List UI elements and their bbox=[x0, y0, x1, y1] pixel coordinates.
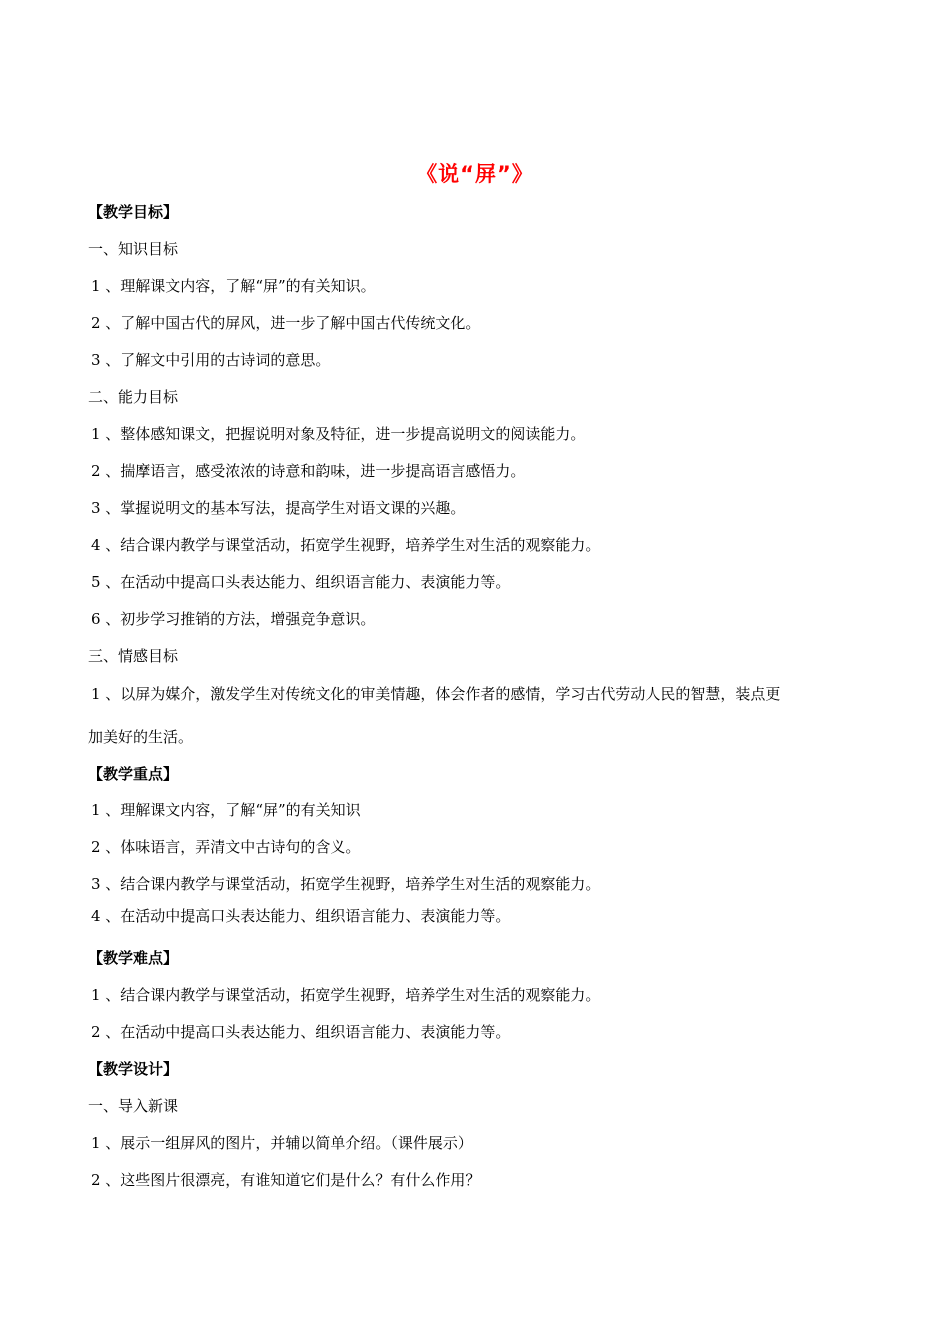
list-item: 1 、展示一组屏风的图片，并辅以简单介绍。（课件展示） bbox=[91, 1134, 473, 1152]
subheading-intro: 一、导入新课 bbox=[88, 1097, 179, 1115]
subheading-ability: 二、能力目标 bbox=[88, 388, 179, 406]
section-heading-difficulties: 【教学难点】 bbox=[88, 949, 179, 967]
subheading-emotion: 三、情感目标 bbox=[88, 647, 179, 665]
document-title: 《说“屏”》 bbox=[416, 162, 534, 186]
list-item: 1 、结合课内教学与课堂活动，拓宽学生视野，培养学生对生活的观察能力。 bbox=[91, 986, 601, 1004]
list-item: 3 、了解文中引用的古诗词的意思。 bbox=[91, 351, 331, 369]
list-item: 1 、理解课文内容，了解“屏”的有关知识。 bbox=[91, 277, 376, 295]
section-heading-key-points: 【教学重点】 bbox=[88, 765, 179, 783]
section-heading-objectives: 【教学目标】 bbox=[88, 203, 179, 221]
list-item: 5 、在活动中提高口头表达能力、组织语言能力、表演能力等。 bbox=[91, 573, 511, 591]
list-item: 4 、结合课内教学与课堂活动，拓宽学生视野，培养学生对生活的观察能力。 bbox=[91, 536, 601, 554]
list-item: 3 、结合课内教学与课堂活动，拓宽学生视野，培养学生对生活的观察能力。 bbox=[91, 875, 601, 893]
subheading-knowledge: 一、知识目标 bbox=[88, 240, 179, 258]
list-item: 6 、初步学习推销的方法，增强竞争意识。 bbox=[91, 610, 376, 628]
list-item: 2 、这些图片很漂亮，有谁知道它们是什么？有什么作用？ bbox=[91, 1171, 481, 1189]
list-item: 1 、整体感知课文，把握说明对象及特征，进一步提高说明文的阅读能力。 bbox=[91, 425, 586, 443]
list-item: 1 、以屏为媒介，激发学生对传统文化的审美情趣，体会作者的感情，学习古代劳动人民的智慧，装点更 bbox=[91, 685, 781, 703]
list-item: 2 、在活动中提高口头表达能力、组织语言能力、表演能力等。 bbox=[91, 1023, 511, 1041]
list-item-continuation: 加美好的生活。 bbox=[88, 728, 194, 746]
list-item: 2 、了解中国古代的屏风，进一步了解中国古代传统文化。 bbox=[91, 314, 481, 332]
list-item: 3 、掌握说明文的基本写法，提高学生对语文课的兴趣。 bbox=[91, 499, 466, 517]
list-item: 4 、在活动中提高口头表达能力、组织语言能力、表演能力等。 bbox=[91, 907, 511, 925]
list-item: 1 、理解课文内容，了解“屏”的有关知识 bbox=[91, 801, 361, 819]
list-item: 2 、体味语言，弄清文中古诗句的含义。 bbox=[91, 838, 361, 856]
list-item: 2 、揣摩语言，感受浓浓的诗意和韵味，进一步提高语言感悟力。 bbox=[91, 462, 526, 480]
section-heading-design: 【教学设计】 bbox=[88, 1060, 179, 1078]
